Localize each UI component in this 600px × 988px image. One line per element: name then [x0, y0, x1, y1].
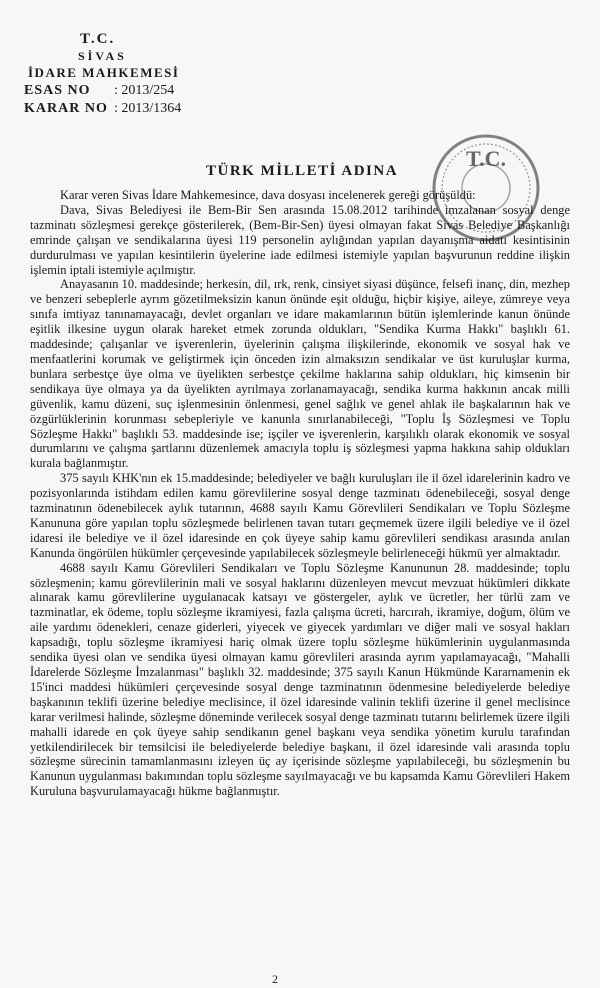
paragraph: 375 sayılı KHK'nın ek 15.maddesinde; belediyeler ve bağlı kuruluşları ile il özel idarelerinin kadro ve pozisyonlarında istihdam edilen kamu görevlilerine sosyal denge tazminatı ödenebileceği, sosyal denge tazminatının ödenebilecek aylık tutarının, 4688 sayılı Kamu Görevlileri Sendikaları ve Toplu Sözleşme Kanununa göre yapılan toplu sözleşmede belirlenen tavan tutarı geçmemek üzere ilgili belediye ve il özel idaresi ile belediye ve il özel idaresinde en çok üyeye sahip kamu görevlileri sendikası arasında anılan Kanunda öngörülen hükümler çerçevesinde yapılabilecek sözleşmeyle belirleneceği hükmü yer almaktadır.	[30, 471, 570, 560]
decision-body	[30, 188, 570, 799]
header-city: SİVAS	[78, 49, 127, 63]
paragraph: Dava, Sivas Belediyesi ile Bem-Bir Sen arasında 15.08.2012 tarihinde imzalanan sosyal denge tazminatı sözleşmesi gerekçe gösterilerek, (Bem-Bir-Sen) üyesi olmayan fakat Sivas Belediye Başkanlığı emrinde çalışan ve sendikalarına üyesi 119 personelin aylığından yapılan dayanışma aidatı kesintisinin durdurulması ve yapılan kesintilerin üyelerine iade edilmesi istemiyle yapılan başvurunun reddine ilişkin işlemin iptali istemiyle açılmıştır.	[30, 202, 570, 277]
karar-label: KARAR NO	[24, 101, 108, 116]
page-number: 2	[272, 972, 278, 986]
court-header	[24, 30, 244, 118]
paragraph: Karar veren Sivas İdare Mahkemesince, dava dosyası incelenerek gereği görüşüldü:	[60, 188, 476, 202]
paragraph: Anayasanın 10. maddesinde; herkesin, dil, ırk, renk, cinsiyet siyasi düşünce, felsefi inanç, din, mezhep ve benzeri sebeplerle ayrım gözetilmeksizin kanun önünde eşit olduğu, hiçbir kişiye, aileye, zümreye veya sınıfa imtiyaz tanınamayacağı, devlet organları ve idare makamlarının bütün işlemlerinde kanun önünde eşitlik ilkesine uygun olarak hareket etmek zorunda oldukları, "Sendika Kurma Hakkı" başlıklı 61. maddesinde; çalışanlar ve işverenlerin, üyelerinin çalışma ilişkilerinde, ekonomik ve sosyal hak ve menfaatlerini korumak ve geliştirmek için önceden izin almaksızın sendikalar ve üst kuruluşlar kurma, bunlara serbestçe üye olma ve üyelikten serbestçe çekilme haklarına sahip oldukları, hiç kimsenin bir sendikaya üye olmaya ya da üyelikten ayrılmaya zorlanamayacağı, sendika kurma hakkının ancak milli güvenlik, kamu düzeni, suç işlenmesinin önlenmesi, genel sağlık ve genel ahlak ile başkalarının hak ve özgürlüklerinin korunması sebepleriyle ve kanunla sınırlanabileceği, "Toplu İş Sözleşmesi ve Toplu Sözleşme Hakkı" başlıklı 53. maddesinde ise; işçiler ve işverenlerin, karşılıklı olarak ekonomik ve sosyal durumlarını ve çalışma şartlarını düzenlemek amacıyla toplu iş sözleşmesi yapma hakkına sahip oldukları kurala bağlanmıştır.	[30, 277, 570, 471]
seal-text: T.C.	[466, 146, 506, 171]
header-tc: T.C.	[80, 31, 116, 47]
esas-label: ESAS NO	[24, 83, 91, 98]
page-title: TÜRK MİLLETİ ADINA	[206, 163, 399, 179]
esas-value: : 2013/254	[114, 83, 175, 98]
paragraph: 4688 sayılı Kamu Görevlileri Sendikaları ve Toplu Sözleşme Kanununun 28. maddesinde; toplu sözleşmenin; kamu görevlilerinin mali ve sosyal haklarını düzenleyen mevcut mevzuat hükümleri dikkate alınarak kamu görevlilerine uygulanacak katsayı ve göstergeler, aylık ve ücretler, her türlü zam ve tazminatlar, ek ödeme, toplu sözleşme ikramiyesi, fazla çalışma ücreti, harcırah, ikramiye, doğum, ölüm ve aile yardımı ödenekleri, cenaze giderleri, yiyecek ve giyecek yardımları ve diğer mali ve sosyal hakları kapsadığı, toplu sözleşme ikramiyesi hariç olmak üzere toplu sözleşme hükümlerinin uygulanmasında sendika üyesi olan ve sendika üyesi olmayan kamu görevlileri arasında ayrım yapılamayacağı, "Mahalli İdarelerde Sözleşme İmzalanması" başlıklı 32. maddesinde; 375 sayılı Kanun Hükmünde Kararnamenin ek 15'inci maddesi hükümleri çerçevesinde sosyal denge tazminatının ödenmesine belediyelerde belediye başkanının teklifi üzerine belediye meclisince, il özel idaresinde valinin teklifi üzerine il genel meclisince karar verilmesi halinde, sözleşme döneminde verilecek sosyal denge tazminatı tutarını belirlemek üzere ilgili mahalli idarede en çok üyeye sahip sendikanın genel başkanı veya sendika yönetim kurulu tarafından yetkilendirilecek bir temsilcisi ile belediyelerde belediye başkanı, il özel idaresinde vali arasında toplu sözleşme sürecinin tamamlanmasını izleyen üç ay içerisinde sözleşme yapılabileceği, bu sözleşmenin bu Kanunun uygulanması bakımından toplu sözleşme sayılmayacağı ve bu kapsamda Kamu Görevlileri Hakem Kuruluna başvurulamayacağı hükme bağlanmıştır.	[30, 560, 570, 799]
karar-value: : 2013/1364	[114, 101, 182, 116]
header-court: İDARE MAHKEMESİ	[28, 65, 180, 80]
karar-row	[24, 100, 244, 118]
esas-row	[24, 82, 244, 100]
